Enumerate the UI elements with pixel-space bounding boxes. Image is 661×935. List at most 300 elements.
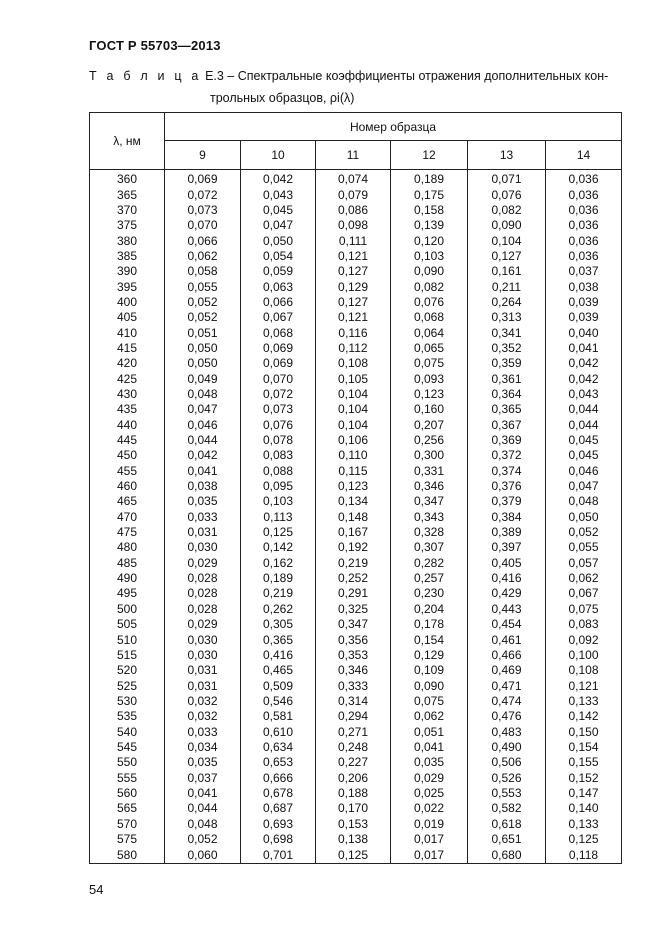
reflectance-cell: 0,069 [241,341,316,356]
reflectance-cell: 0,271 [316,724,391,739]
reflectance-cell: 0,116 [316,325,391,340]
reflectance-cell: 0,152 [546,770,622,785]
reflectance-cell: 0,365 [468,402,546,417]
reflectance-cell: 0,379 [468,494,546,509]
table-row [90,402,622,417]
reflectance-cell: 0,162 [241,556,316,571]
reflectance-cell: 0,346 [391,479,468,494]
reflectance-cell: 0,050 [546,510,622,525]
wavelength-cell: 540 [90,724,165,739]
reflectance-cell: 0,090 [468,218,546,233]
reflectance-cell: 0,666 [241,770,316,785]
reflectance-cell: 0,678 [241,786,316,801]
sample-column-header: 13 [468,141,546,170]
reflectance-cell: 0,051 [391,724,468,739]
reflectance-cell: 0,698 [241,832,316,847]
reflectance-cell: 0,155 [546,755,622,770]
reflectance-cell: 0,090 [391,678,468,693]
reflectance-cell: 0,509 [241,678,316,693]
wavelength-cell: 380 [90,233,165,248]
table-row [90,510,622,525]
reflectance-cell: 0,036 [546,187,622,202]
reflectance-cell: 0,582 [468,801,546,816]
sample-columns-row [90,141,622,170]
reflectance-cell: 0,353 [316,648,391,663]
wavelength-cell: 370 [90,203,165,218]
wavelength-cell: 555 [90,770,165,785]
table-row [90,632,622,647]
wavelength-cell: 410 [90,325,165,340]
reflectance-cell: 0,069 [165,170,241,188]
table-row [90,264,622,279]
wavelength-cell: 560 [90,786,165,801]
reflectance-cell: 0,017 [391,832,468,847]
reflectance-cell: 0,129 [316,279,391,294]
reflectance-cell: 0,384 [468,510,546,525]
reflectance-cell: 0,044 [546,418,622,433]
table-word: Т а б л и ц а [89,69,202,83]
reflectance-cell: 0,618 [468,816,546,831]
table-row [90,249,622,264]
reflectance-cell: 0,314 [316,694,391,709]
reflectance-cell: 0,161 [468,264,546,279]
reflectance-cell: 0,291 [316,586,391,601]
wavelength-cell: 455 [90,464,165,479]
reflectance-cell: 0,364 [468,387,546,402]
reflectance-cell: 0,328 [391,525,468,540]
reflectance-cell: 0,104 [316,402,391,417]
table-row [90,801,622,816]
table-row [90,387,622,402]
reflectance-cell: 0,065 [391,341,468,356]
reflectance-cell: 0,118 [546,847,622,863]
reflectance-cell: 0,076 [391,295,468,310]
reflectance-cell: 0,036 [546,233,622,248]
reflectance-cell: 0,075 [391,356,468,371]
reflectance-cell: 0,120 [391,233,468,248]
table-row [90,279,622,294]
document-code: ГОСТ Р 55703—2013 [89,38,221,53]
table-row [90,556,622,571]
table-row [90,617,622,632]
reflectance-cell: 0,030 [165,632,241,647]
reflectance-cell: 0,045 [241,203,316,218]
table-row [90,203,622,218]
reflectance-cell: 0,170 [316,801,391,816]
wavelength-cell: 480 [90,540,165,555]
table-row [90,341,622,356]
reflectance-cell: 0,086 [316,203,391,218]
reflectance-cell: 0,346 [316,663,391,678]
reflectance-cell: 0,356 [316,632,391,647]
reflectance-cell: 0,483 [468,724,546,739]
table-row [90,464,622,479]
reflectance-cell: 0,160 [391,402,468,417]
wavelength-cell: 490 [90,571,165,586]
reflectance-cell: 0,078 [241,433,316,448]
reflectance-cell: 0,110 [316,448,391,463]
reflectance-cell: 0,471 [468,678,546,693]
reflectance-cell: 0,142 [241,540,316,555]
reflectance-cell: 0,036 [546,218,622,233]
reflectance-cell: 0,028 [165,586,241,601]
wavelength-cell: 520 [90,663,165,678]
reflectance-cell: 0,033 [165,510,241,525]
reflectance-cell: 0,365 [241,632,316,647]
caption-line1: – Спектральные коэффициенты отражения дополнительных кон- [223,69,609,83]
wavelength-cell: 440 [90,418,165,433]
reflectance-cell: 0,175 [391,187,468,202]
reflectance-cell: 0,052 [165,832,241,847]
reflectance-table [89,112,622,864]
sample-column-header: 10 [241,141,316,170]
reflectance-cell: 0,189 [391,170,468,188]
reflectance-cell: 0,153 [316,816,391,831]
reflectance-cell: 0,028 [165,602,241,617]
reflectance-cell: 0,154 [546,740,622,755]
table-row [90,816,622,831]
sample-number-group-header: Номер образца [165,113,622,141]
table-row [90,418,622,433]
table-row [90,325,622,340]
reflectance-cell: 0,553 [468,786,546,801]
reflectance-cell: 0,030 [165,648,241,663]
reflectance-cell: 0,359 [468,356,546,371]
wavelength-cell: 425 [90,371,165,386]
wavelength-cell: 445 [90,433,165,448]
reflectance-cell: 0,039 [546,295,622,310]
reflectance-cell: 0,028 [165,571,241,586]
table-row [90,770,622,785]
reflectance-cell: 0,104 [468,233,546,248]
reflectance-cell: 0,294 [316,709,391,724]
reflectance-cell: 0,490 [468,740,546,755]
reflectance-cell: 0,029 [391,770,468,785]
reflectance-cell: 0,052 [546,525,622,540]
reflectance-cell: 0,069 [241,356,316,371]
reflectance-cell: 0,025 [391,786,468,801]
reflectance-cell: 0,072 [241,387,316,402]
reflectance-cell: 0,347 [391,494,468,509]
reflectance-cell: 0,058 [165,264,241,279]
reflectance-cell: 0,043 [546,387,622,402]
reflectance-cell: 0,046 [165,418,241,433]
reflectance-cell: 0,148 [316,510,391,525]
reflectance-cell: 0,044 [546,402,622,417]
wavelength-cell: 390 [90,264,165,279]
reflectance-cell: 0,031 [165,525,241,540]
page-number: 54 [89,882,104,897]
wavelength-cell: 475 [90,525,165,540]
reflectance-cell: 0,063 [241,279,316,294]
wavelength-cell: 525 [90,678,165,693]
wavelength-cell: 405 [90,310,165,325]
reflectance-cell: 0,048 [165,387,241,402]
wavelength-cell: 435 [90,402,165,417]
wavelength-cell: 550 [90,755,165,770]
reflectance-cell: 0,142 [546,709,622,724]
reflectance-cell: 0,044 [165,801,241,816]
reflectance-cell: 0,443 [468,602,546,617]
reflectance-cell: 0,045 [546,448,622,463]
reflectance-cell: 0,032 [165,694,241,709]
reflectance-cell: 0,042 [165,448,241,463]
reflectance-cell: 0,035 [391,755,468,770]
wavelength-cell: 470 [90,510,165,525]
reflectance-cell: 0,035 [165,494,241,509]
reflectance-cell: 0,133 [546,694,622,709]
table-row [90,540,622,555]
reflectance-cell: 0,147 [546,786,622,801]
reflectance-cell: 0,192 [316,540,391,555]
reflectance-cell: 0,256 [391,433,468,448]
reflectance-cell: 0,374 [468,464,546,479]
table-row [90,218,622,233]
reflectance-cell: 0,041 [546,341,622,356]
wavelength-cell: 510 [90,632,165,647]
reflectance-cell: 0,082 [391,279,468,294]
reflectance-cell: 0,313 [468,310,546,325]
table-row [90,755,622,770]
reflectance-cell: 0,073 [241,402,316,417]
reflectance-cell: 0,158 [391,203,468,218]
sample-column-header: 9 [165,141,241,170]
reflectance-cell: 0,033 [165,724,241,739]
reflectance-cell: 0,059 [241,264,316,279]
reflectance-cell: 0,465 [241,663,316,678]
reflectance-cell: 0,017 [391,847,468,863]
reflectance-cell: 0,038 [165,479,241,494]
table-id: Е.3 [205,69,224,83]
reflectance-cell: 0,367 [468,418,546,433]
wavelength-cell: 515 [90,648,165,663]
reflectance-cell: 0,687 [241,801,316,816]
reflectance-cell: 0,207 [391,418,468,433]
wavelength-cell: 395 [90,279,165,294]
reflectance-cell: 0,219 [241,586,316,601]
reflectance-cell: 0,098 [316,218,391,233]
reflectance-cell: 0,461 [468,632,546,647]
reflectance-cell: 0,067 [241,310,316,325]
table-row [90,847,622,863]
reflectance-cell: 0,701 [241,847,316,863]
reflectance-cell: 0,693 [241,816,316,831]
reflectance-cell: 0,092 [546,632,622,647]
table-row [90,586,622,601]
wavelength-cell: 415 [90,341,165,356]
reflectance-cell: 0,041 [165,786,241,801]
reflectance-cell: 0,262 [241,602,316,617]
wavelength-cell: 580 [90,847,165,863]
table-row [90,371,622,386]
reflectance-cell: 0,429 [468,586,546,601]
reflectance-cell: 0,121 [316,310,391,325]
reflectance-cell: 0,050 [241,233,316,248]
reflectance-cell: 0,653 [241,755,316,770]
reflectance-cell: 0,476 [468,709,546,724]
table-row [90,832,622,847]
reflectance-cell: 0,039 [546,310,622,325]
reflectance-cell: 0,140 [546,801,622,816]
reflectance-cell: 0,088 [241,464,316,479]
reflectance-cell: 0,093 [391,371,468,386]
reflectance-cell: 0,047 [241,218,316,233]
table-row [90,494,622,509]
wavelength-cell: 450 [90,448,165,463]
reflectance-cell: 0,133 [546,816,622,831]
reflectance-cell: 0,044 [165,433,241,448]
reflectance-cell: 0,076 [468,187,546,202]
reflectance-cell: 0,038 [546,279,622,294]
reflectance-cell: 0,139 [391,218,468,233]
wavelength-cell: 375 [90,218,165,233]
reflectance-cell: 0,029 [165,617,241,632]
reflectance-cell: 0,047 [165,402,241,417]
reflectance-cell: 0,405 [468,556,546,571]
reflectance-cell: 0,127 [316,264,391,279]
wavelength-cell: 485 [90,556,165,571]
table-row [90,602,622,617]
table-row [90,724,622,739]
reflectance-cell: 0,072 [165,187,241,202]
reflectance-cell: 0,042 [241,170,316,188]
reflectance-cell: 0,121 [316,249,391,264]
sample-column-header: 14 [546,141,622,170]
reflectance-cell: 0,108 [316,356,391,371]
reflectance-cell: 0,112 [316,341,391,356]
reflectance-cell: 0,211 [468,279,546,294]
reflectance-cell: 0,070 [241,371,316,386]
reflectance-cell: 0,305 [241,617,316,632]
table-row [90,433,622,448]
reflectance-cell: 0,105 [316,371,391,386]
reflectance-cell: 0,204 [391,602,468,617]
reflectance-cell: 0,347 [316,617,391,632]
reflectance-cell: 0,264 [468,295,546,310]
wavelength-cell: 545 [90,740,165,755]
reflectance-cell: 0,052 [165,295,241,310]
reflectance-cell: 0,466 [468,648,546,663]
reflectance-cell: 0,045 [546,433,622,448]
reflectance-cell: 0,100 [546,648,622,663]
table-body [90,170,622,864]
table-row [90,233,622,248]
reflectance-cell: 0,506 [468,755,546,770]
reflectance-cell: 0,031 [165,678,241,693]
reflectance-cell: 0,123 [316,479,391,494]
wavelength-cell: 365 [90,187,165,202]
reflectance-cell: 0,125 [546,832,622,847]
reflectance-cell: 0,331 [391,464,468,479]
wavelength-cell: 460 [90,479,165,494]
wavelength-cell: 565 [90,801,165,816]
reflectance-cell: 0,300 [391,448,468,463]
reflectance-cell: 0,546 [241,694,316,709]
caption-line2: трольных образцов, ρi(λ) [210,91,355,105]
lambda-column-header: λ, нм [90,113,165,170]
reflectance-cell: 0,154 [391,632,468,647]
reflectance-cell: 0,150 [546,724,622,739]
reflectance-cell: 0,134 [316,494,391,509]
reflectance-cell: 0,082 [468,203,546,218]
reflectance-cell: 0,062 [391,709,468,724]
reflectance-cell: 0,070 [165,218,241,233]
reflectance-cell: 0,066 [165,233,241,248]
wavelength-cell: 535 [90,709,165,724]
sample-column-header: 11 [316,141,391,170]
reflectance-cell: 0,073 [165,203,241,218]
reflectance-cell: 0,071 [468,170,546,188]
reflectance-cell: 0,389 [468,525,546,540]
reflectance-cell: 0,049 [165,371,241,386]
reflectance-cell: 0,042 [546,356,622,371]
reflectance-cell: 0,074 [316,170,391,188]
reflectance-cell: 0,051 [165,325,241,340]
reflectance-cell: 0,057 [546,556,622,571]
wavelength-cell: 495 [90,586,165,601]
reflectance-cell: 0,125 [241,525,316,540]
reflectance-cell: 0,581 [241,709,316,724]
reflectance-cell: 0,036 [546,170,622,188]
reflectance-cell: 0,369 [468,433,546,448]
reflectance-cell: 0,206 [316,770,391,785]
wavelength-cell: 570 [90,816,165,831]
table-row [90,295,622,310]
reflectance-cell: 0,109 [391,663,468,678]
reflectance-cell: 0,121 [546,678,622,693]
reflectance-cell: 0,103 [241,494,316,509]
reflectance-cell: 0,040 [546,325,622,340]
reflectance-cell: 0,111 [316,233,391,248]
reflectance-cell: 0,454 [468,617,546,632]
reflectance-cell: 0,333 [316,678,391,693]
reflectance-cell: 0,397 [468,540,546,555]
reflectance-cell: 0,075 [391,694,468,709]
reflectance-cell: 0,129 [391,648,468,663]
wavelength-cell: 465 [90,494,165,509]
reflectance-cell: 0,113 [241,510,316,525]
reflectance-cell: 0,257 [391,571,468,586]
table-row [90,479,622,494]
reflectance-cell: 0,651 [468,832,546,847]
table-row [90,678,622,693]
reflectance-cell: 0,474 [468,694,546,709]
reflectance-cell: 0,047 [546,479,622,494]
reflectance-cell: 0,469 [468,663,546,678]
reflectance-cell: 0,054 [241,249,316,264]
reflectance-cell: 0,307 [391,540,468,555]
reflectance-cell: 0,104 [316,387,391,402]
reflectance-cell: 0,067 [546,586,622,601]
reflectance-cell: 0,036 [546,249,622,264]
table-row [90,448,622,463]
reflectance-cell: 0,252 [316,571,391,586]
reflectance-cell: 0,068 [391,310,468,325]
table-row [90,663,622,678]
reflectance-cell: 0,138 [316,832,391,847]
wavelength-cell: 530 [90,694,165,709]
reflectance-cell: 0,055 [546,540,622,555]
reflectance-cell: 0,167 [316,525,391,540]
reflectance-cell: 0,108 [546,663,622,678]
reflectance-cell: 0,103 [391,249,468,264]
reflectance-cell: 0,189 [241,571,316,586]
table-row [90,648,622,663]
reflectance-cell: 0,610 [241,724,316,739]
reflectance-cell: 0,048 [546,494,622,509]
reflectance-cell: 0,030 [165,540,241,555]
reflectance-cell: 0,079 [316,187,391,202]
